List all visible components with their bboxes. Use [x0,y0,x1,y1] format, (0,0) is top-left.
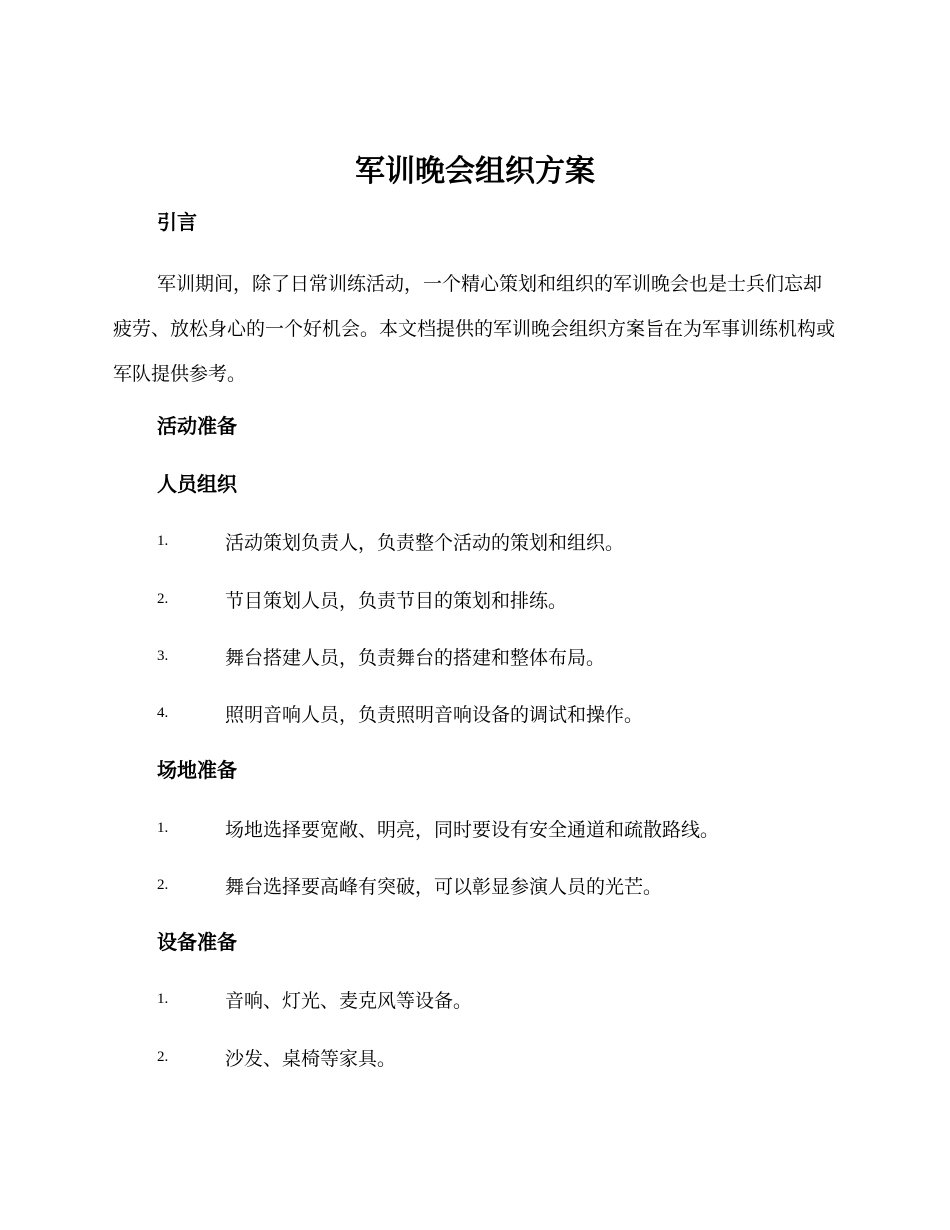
document-title: 军训晚会组织方案 [355,154,595,189]
list-item-text: 舞台选择要高峰有突破，可以彰显参演人员的光芒。 [225,875,663,898]
venue-heading: 场地准备 [157,758,237,782]
list-item [157,814,719,842]
personnel-heading: 人员组织 [157,472,237,496]
list-item [157,527,624,555]
list-item-number: 2. [157,1048,169,1065]
list-item [157,985,472,1013]
list-item-number: 4. [157,704,169,721]
list-item [157,642,605,670]
list-item-number: 1. [157,532,169,549]
list-item [157,871,662,899]
list-item [157,585,567,613]
list-item [157,699,643,727]
list-item-text: 照明音响人员，负责照明音响设备的调试和操作。 [225,703,644,726]
intro-heading: 引言 [157,210,197,234]
list-item [157,1043,396,1071]
list-item-number: 3. [157,647,169,664]
intro-paragraph: 军训期间，除了日常训练活动，一个精心策划和组织的军训晚会也是士兵们忘却疲劳、放松身心的一个好机会。本文档提供的军训晚会组织方案旨在为军事训练机构或军队提供参考。 [113,273,836,385]
list-item-text: 沙发、桌椅等家具。 [225,1047,397,1070]
list-item-number: 1. [157,819,169,836]
list-item-number: 2. [157,876,169,893]
list-item-number: 2. [157,590,169,607]
list-item-text: 舞台搭建人员，负责舞台的搭建和整体布局。 [225,646,606,669]
list-item-text: 节目策划人员，负责节目的策划和排练。 [225,589,568,612]
list-item-text: 场地选择要宽敞、明亮，同时要设有安全通道和疏散路线。 [225,818,720,841]
list-item-text: 活动策划负责人，负责整个活动的策划和组织。 [225,531,625,554]
list-item-text: 音响、灯光、麦克风等设备。 [225,989,473,1012]
equipment-heading: 设备准备 [157,930,237,954]
activity-prep-heading: 活动准备 [157,414,237,438]
list-item-number: 1. [157,990,169,1007]
